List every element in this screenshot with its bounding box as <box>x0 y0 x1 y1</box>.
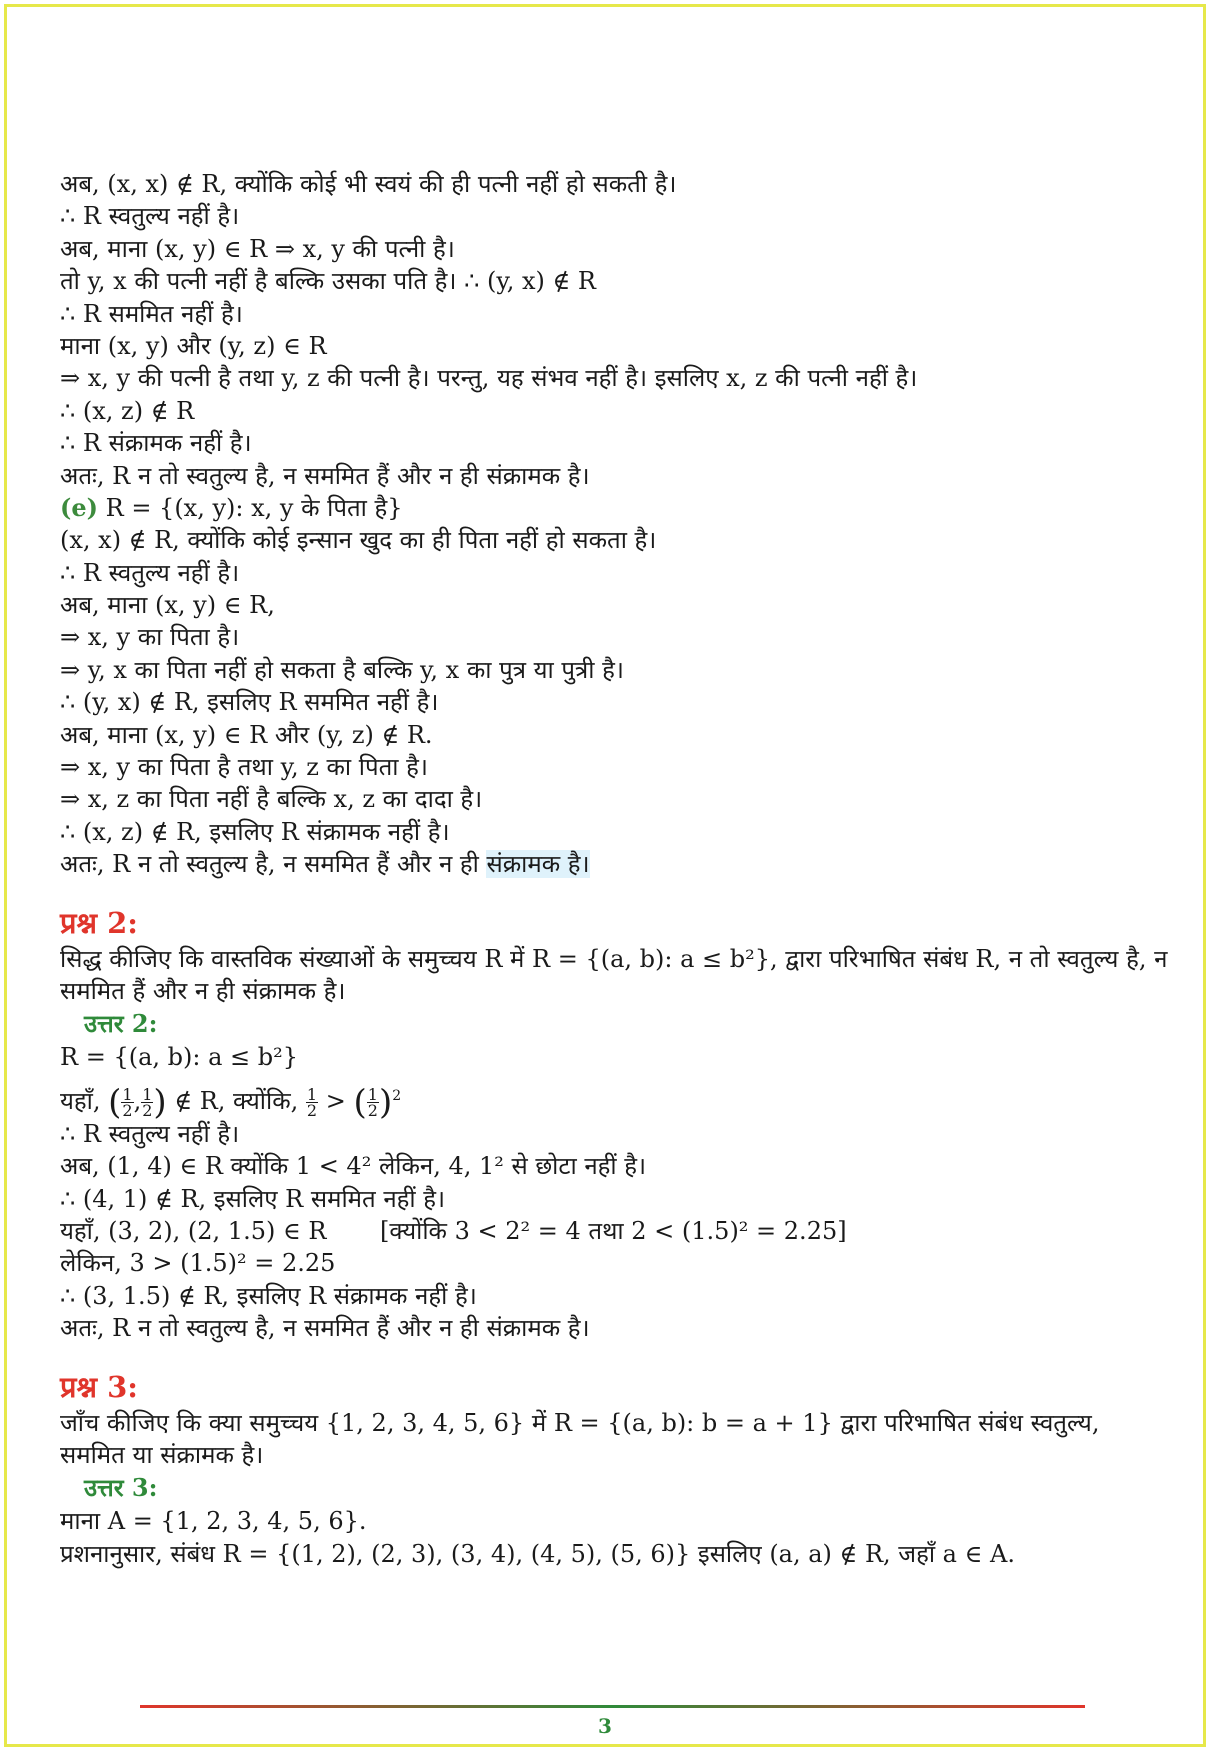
text-line: अब, (x, x) ∉ R, क्योंकि कोई भी स्वयं की ही पत्नी नहीं हो सकती है। <box>60 170 677 198</box>
text-line: ⇒ x, y का पिता है। <box>60 623 240 652</box>
text-line: अब, माना (x, y) ∈ R और (y, z) ∉ R. <box>60 720 433 749</box>
footer-divider <box>140 1705 1085 1708</box>
text-line: ∴ R संक्रामक नहीं है। <box>60 429 252 458</box>
text-line: ⇒ x, y की पत्नी है तथा y, z की पत्नी है। परन्तु, यह संभव नहीं है। इसलिए x, z की पत्नी नहीं है। <box>60 364 918 393</box>
answer-2-relation: R = {(a, b): a ≤ b²} <box>60 1043 299 1072</box>
question-2-text: सिद्ध कीजिए कि वास्तविक संख्याओं के समुच्चय R में R = {(a, b): a ≤ b²}, द्वारा परिभाषित संबंध R, न तो स्वतुल्य है, न सममित हैं और न ही संक्रामक है। <box>60 944 1168 1005</box>
text-line: ⇒ x, z का पिता नहीं है बल्कि x, z का दादा है। <box>60 785 483 814</box>
answer-2-example <box>60 1215 1170 1247</box>
exponent: 2 <box>392 1087 402 1104</box>
text-line: लेकिन, 3 > (1.5)² = 2.25 <box>60 1249 336 1278</box>
question-2 <box>60 903 1170 1345</box>
part-d-continuation <box>60 168 1170 492</box>
part-e-label: (e) <box>60 492 98 522</box>
text-line: तो y, x की पत्नी नहीं है बल्कि उसका पति है। ∴ (y, x) ∉ R <box>60 267 597 296</box>
text-line: माना A = {1, 2, 3, 4, 5, 6}. <box>60 1507 367 1536</box>
part-e-heading <box>60 492 1170 524</box>
example-right: [क्योंकि 3 < 2² = 4 तथा 2 < (1.5)² = 2.25] <box>380 1216 847 1245</box>
question-3-text: जाँच कीजिए कि क्या समुच्चय {1, 2, 3, 4, 5, 6} में R = {(a, b): b = a + 1} द्वारा परिभाषित संबंध स्वतुल्य, सममित या संक्रामक है। <box>60 1408 1100 1469</box>
text-line: अतः, R न तो स्वतुल्य है, न सममित हैं और न ही संक्रामक है। <box>60 1314 590 1343</box>
text-line: ∴ R स्वतुल्य नहीं है। <box>60 558 240 587</box>
fraction-half: $\frac{1}{2}$ <box>142 1084 153 1120</box>
part-e-definition: R = {(x, y): x, y के पिता है} <box>97 493 403 522</box>
text-line: अब, (1, 4) ∈ R क्योंकि 1 < 4² लेकिन, 4, 1² से छोटा नहीं है। <box>60 1152 647 1181</box>
text-line: अतः, R न तो स्वतुल्य है, न सममित हैं और न ही संक्रामक है। <box>60 461 590 490</box>
text-line: ∴ (y, x) ∉ R, इसलिए R सममित नहीं है। <box>60 688 439 717</box>
text-line: अब, माना (x, y) ∈ R, <box>60 591 275 620</box>
gt-sign: > <box>318 1086 354 1115</box>
text-line: अब, माना (x, y) ∈ R ⇒ x, y की पत्नी है। <box>60 234 455 263</box>
text-line: ∴ (3, 1.5) ∉ R, इसलिए R संक्रामक नहीं है। <box>60 1281 477 1310</box>
text-line: माना (x, y) और (y, z) ∈ R <box>60 331 327 360</box>
example-left: यहाँ, (3, 2), (2, 1.5) ∈ R <box>60 1216 327 1245</box>
here-middle: ∉ R, क्योंकि, <box>166 1086 306 1115</box>
text-line: ⇒ x, y का पिता है तथा y, z का पिता है। <box>60 753 428 782</box>
text-line: ∴ (x, z) ∉ R, इसलिए R संक्रामक नहीं है। <box>60 817 450 846</box>
text-line: ∴ (x, z) ∉ R <box>60 396 195 425</box>
text-line: ∴ R स्वतुल्य नहीं है। <box>60 1119 240 1148</box>
question-3 <box>60 1367 1170 1571</box>
here-label: यहाँ, <box>60 1086 109 1115</box>
text-line: (x, x) ∉ R, क्योंकि कोई इन्सान खुद का ही पिता नहीं हो सकता है। <box>60 526 657 555</box>
answer-3-title: उत्तर 3: <box>84 1473 158 1503</box>
page-content <box>60 168 1170 1570</box>
question-3-title: प्रश्न 3: <box>60 1369 138 1404</box>
conclusion-text: अतः, R न तो स्वतुल्य है, न सममित हैं और न ही <box>60 850 487 879</box>
fraction-half: $\frac{1}{2}$ <box>122 1084 133 1120</box>
fraction-half: $\frac{1}{2}$ <box>306 1084 318 1120</box>
fraction-half: $\frac{1}{2}$ <box>367 1084 378 1120</box>
text-line: ∴ R सममित नहीं है। <box>60 299 243 328</box>
question-2-title: प्रश्न 2: <box>60 905 138 940</box>
text-line: ⇒ y, x का पिता नहीं हो सकता है बल्कि y, x का पुत्र या पुत्री है। <box>60 655 624 684</box>
page-number: 3 <box>598 1714 612 1738</box>
text-line: ∴ R स्वतुल्य नहीं है। <box>60 202 240 231</box>
answer-2-reflexive-check: यहाँ, ( $\frac{1}{2}$ , $\frac{1}{2}$ ) ∉ R, क्योंकि, $\frac{1}{2}$ > ( $\frac{1}{2}$ )$^2$ <box>60 1082 402 1123</box>
highlighted-text: संक्रामक है। <box>486 850 590 879</box>
text-line: ∴ (4, 1) ∉ R, इसलिए R सममित नहीं है। <box>60 1184 446 1213</box>
part-e <box>60 492 1170 881</box>
part-e-conclusion <box>60 848 1170 880</box>
answer-2-title: उत्तर 2: <box>84 1009 158 1039</box>
text-line: प्रशनानुसार, संबंध R = {(1, 2), (2, 3), (3, 4), (4, 5), (5, 6)} इसलिए (a, a) ∉ R, जहाँ a ∈ A. <box>60 1539 1015 1568</box>
